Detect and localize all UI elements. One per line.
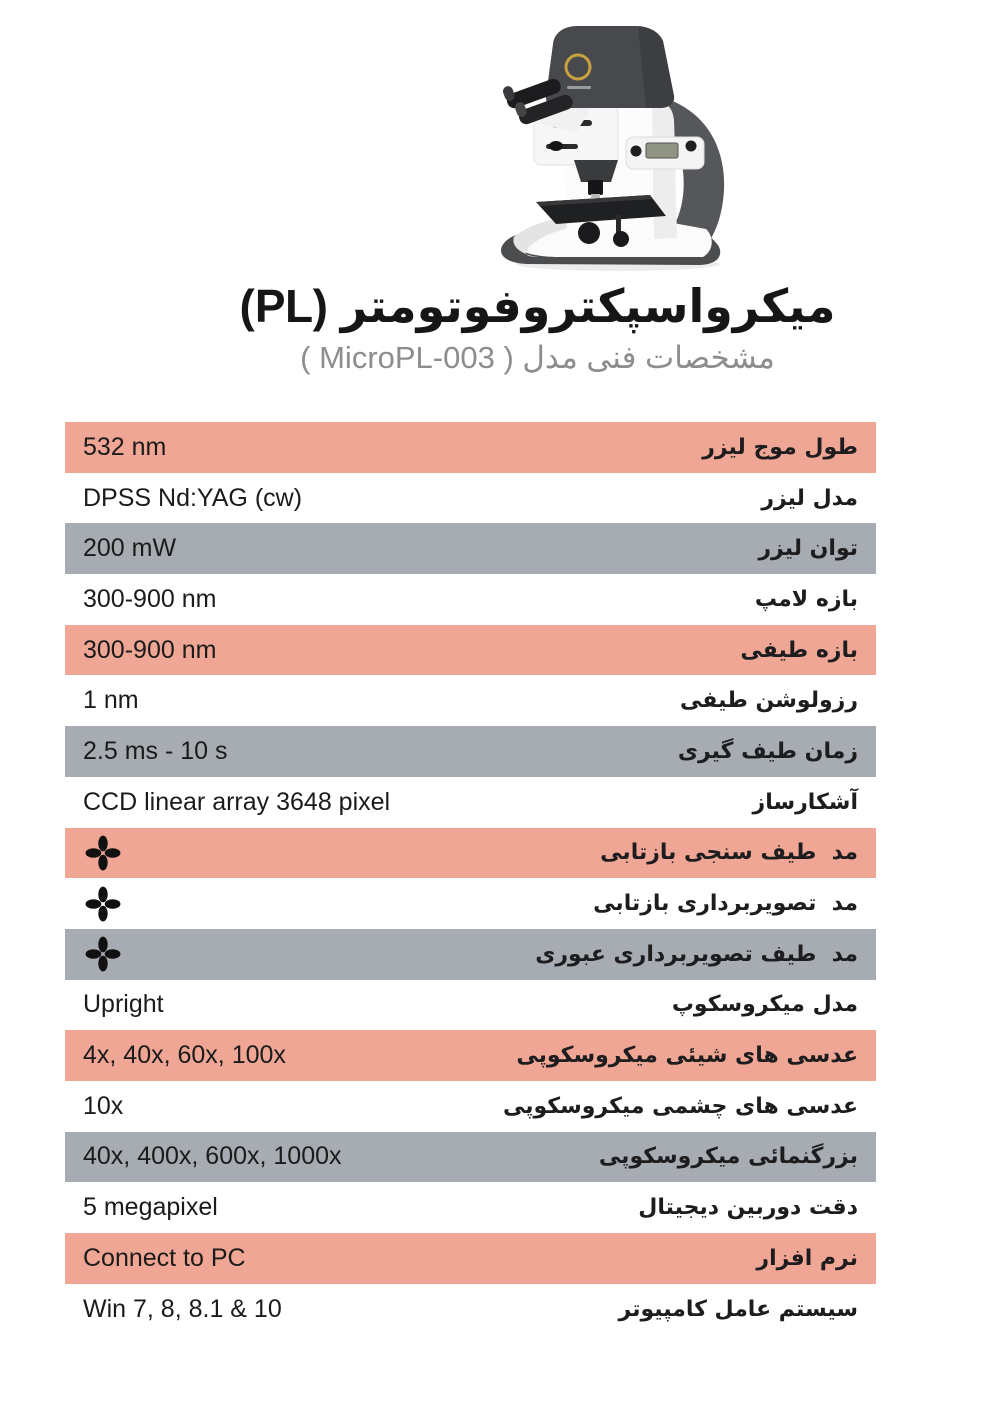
spec-label: عدسی های چشمی میکروسکوپی	[502, 1093, 858, 1119]
spec-value: 2.5 ms - 10 s	[83, 736, 228, 765]
spec-value: 532 nm	[83, 432, 167, 461]
spec-value: 40x, 400x, 600x, 1000x	[83, 1142, 342, 1171]
spec-label: بازه لامپ	[754, 586, 858, 612]
spec-value: 200 mW	[83, 534, 177, 563]
spec-label: سیستم عامل کامپیوتر	[618, 1296, 858, 1322]
spec-value: 4x, 40x, 60x, 100x	[83, 1041, 286, 1070]
spec-row	[65, 625, 876, 676]
spec-value: 1 nm	[83, 686, 139, 715]
spec-row	[65, 980, 876, 1031]
spec-label: طول موج لیزر	[702, 434, 858, 460]
spec-row	[65, 828, 876, 879]
microscope-illustration	[468, 10, 764, 276]
spec-label: مد تصویربرداری بازتابی	[593, 891, 858, 917]
spec-label: رزولوشن طیفی	[680, 688, 858, 714]
spec-label: زمان طیف گیری	[677, 738, 858, 764]
spec-value: CCD linear array 3648 pixel	[83, 787, 391, 816]
spec-value: Win 7, 8, 8.1 & 10	[83, 1294, 282, 1323]
spec-label: مدل میکروسکوپ	[671, 992, 858, 1018]
spec-label: مدل لیزر	[761, 485, 858, 511]
spec-value: DPSS Nd:YAG (cw)	[83, 483, 303, 512]
spec-label: دقت دوربین دیجیتال	[638, 1195, 858, 1221]
spec-row	[65, 473, 876, 524]
spec-row	[65, 1182, 876, 1233]
spec-label: بزرگنمائی میکروسکوپی	[598, 1144, 858, 1170]
spec-row	[65, 1284, 876, 1335]
spec-value: Upright	[83, 990, 164, 1019]
spec-value: 300-900 nm	[83, 584, 217, 613]
spec-label: توان لیزر	[758, 536, 858, 562]
spec-row	[65, 422, 876, 473]
spec-label: عدسی های شیئی میکروسکوپی	[516, 1043, 858, 1069]
spec-table	[65, 422, 876, 1334]
spec-value: 5 megapixel	[83, 1193, 218, 1222]
spec-row	[65, 929, 876, 980]
spec-label: آشکارساز	[752, 789, 858, 815]
spec-label: مد طیف سنجی بازتابی	[600, 840, 858, 866]
spec-value: Connect to PC	[83, 1243, 246, 1272]
spec-row	[65, 1081, 876, 1132]
spec-label: مد طیف تصویربرداری عبوری	[535, 941, 858, 967]
spec-value: 300-900 nm	[83, 635, 217, 664]
spec-value: 10x	[83, 1091, 124, 1120]
spec-label: نرم افزار	[756, 1245, 858, 1271]
microscope-image	[468, 10, 764, 276]
spec-row	[65, 878, 876, 929]
four-petal-check-icon	[85, 835, 121, 871]
header	[95, 281, 980, 375]
spec-row	[65, 523, 876, 574]
page-subtitle: مشخصات فنی مدل ( MicroPL-003 )	[300, 339, 775, 375]
spec-row	[65, 1233, 876, 1284]
spec-row	[65, 574, 876, 625]
spec-row	[65, 675, 876, 726]
spec-row	[65, 777, 876, 828]
spec-row	[65, 726, 876, 777]
four-petal-check-icon	[85, 936, 121, 972]
four-petal-check-icon	[85, 886, 121, 922]
spec-row	[65, 1030, 876, 1081]
page-title: میکرواسپکتروفوتومتر (PL)	[239, 280, 836, 332]
spec-row	[65, 1132, 876, 1183]
spec-label: بازه طیفی	[740, 637, 858, 663]
